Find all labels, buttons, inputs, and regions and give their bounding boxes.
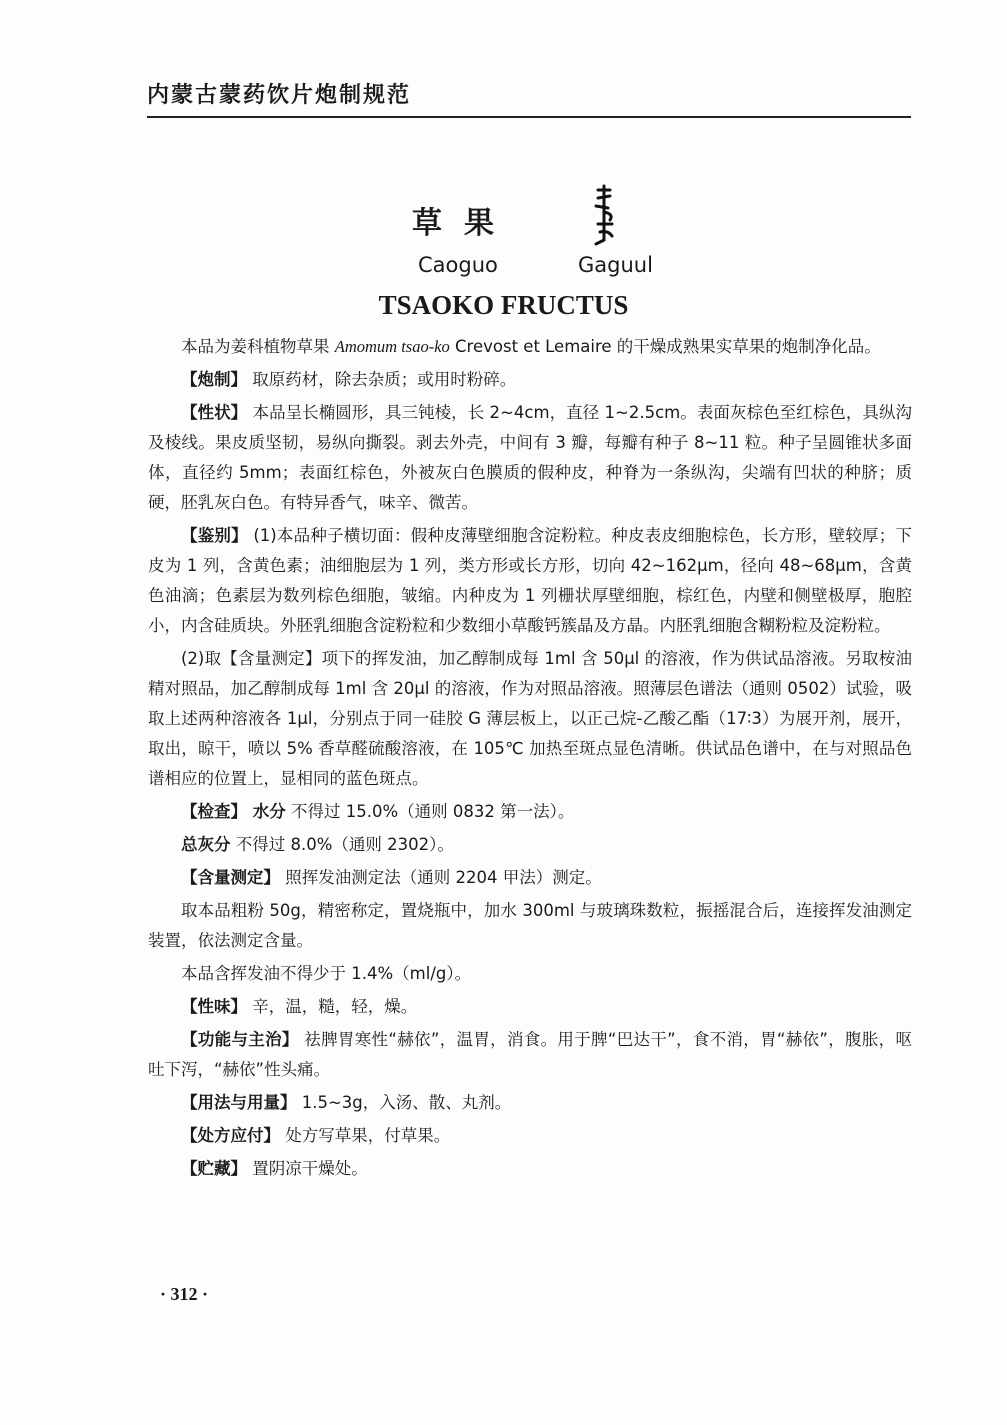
- identification-section: 【鉴别】 (1)本品种子横切面：假种皮薄壁细胞含淀粉粒。种皮表皮细胞棕色，长方形，壁较厚；下皮为 1 列，含黄色素；油细胞层为 1 列，类方形或长方形，切向 42~162μm，径向 48~68μm，含黄色油滴；色素层为数列棕色细胞，皱缩。内种皮为 1 列栅状厚壁细胞，棕红色，内壁和侧壁极厚，胞腔小，内含硅质块。外胚乳细胞含淀粉粒和少数细小草酸钙簇晶及方晶。内胚乳细胞含糊粉粒及淀粉粒。: [148, 526, 912, 635]
- section-tag: 【处方应付】: [181, 1126, 280, 1145]
- intro-paragraph: 本品为姜科植物草果 Amomum tsao-ko Crevost et Lemaire 的干燥成熟果实草果的炮制净化品。: [181, 337, 881, 356]
- identification-tlc-paragraph: (2)取【含量测定】项下的挥发油，加乙醇制成每 1ml 含 50μl 的溶液，作为供试品溶液。另取桉油精对照品，加乙醇制成每 1ml 含 20μl 的溶液，作为对照品溶液。照薄层色谱法（通则 0502）试验，吸取上述两种溶液各 1μl，分别点于同一硅胶 G 薄层板上，以正己烷-乙酸乙酯（17∶3）为展开剂，展开，取出，晾干，喷以 5% 香草醛硫酸溶液，在 105℃ 加热至斑点显色清晰。供试品色谱中，在与对照品色谱相应的位置上，显相同的蓝色斑点。: [148, 649, 912, 788]
- header-rule: [147, 116, 911, 118]
- prescription-section: 【处方应付】 处方写草果，付草果。: [181, 1126, 451, 1145]
- section-tag: 【含量测定】: [181, 868, 280, 887]
- page-number: · 312 ·: [160, 1284, 209, 1304]
- assay-method-paragraph: 取本品粗粉 50g，精密称定，置烧瓶中，加水 300ml 与玻璃珠数粒，振摇混合后，连接挥发油测定装置，依法测定含量。: [148, 901, 912, 950]
- title-row: [0, 196, 1007, 256]
- mongolian-script-title: [588, 182, 624, 246]
- processing-section: 【炮制】 取原药材，除去杂质；或用时粉碎。: [181, 370, 517, 389]
- section-tag: 【检查】: [181, 802, 247, 821]
- section-tag: 【用法与用量】: [181, 1093, 297, 1112]
- section-tag: 【炮制】: [181, 370, 247, 389]
- character-section: 【性状】 本品呈长椭圆形，具三钝棱，长 2~4cm，直径 1~2.5cm。表面灰棕色至红棕色，具纵沟及棱线。果皮质坚韧，易纵向撕裂。剥去外壳，中间有 3 瓣，每瓣有种子 8~11 粒。种子呈圆锥状多面体，直径约 5mm；表面红棕色，外被灰白色膜质的假种皮，种脊为一条纵沟，尖端有凹状的种脐；质硬，胚乳灰白色。有特异香气，味辛、微苦。: [148, 403, 912, 512]
- function-section: 【功能与主治】 祛脾胃寒性“赫依”，温胃，消食。用于脾“巴达干”，食不消，胃“赫依”，腹胀，呕吐下泻，“赫依”性头痛。: [148, 1030, 912, 1079]
- moisture-label: 水分: [247, 802, 286, 821]
- title-chinese: 草果: [412, 206, 516, 241]
- title-latin: TSAOKO FRUCTUS: [378, 290, 629, 320]
- ash-label: 总灰分: [181, 835, 231, 854]
- assay-section: 【含量测定】 照挥发油测定法（通则 2204 甲法）测定。: [181, 868, 602, 887]
- section-tag: 【贮藏】: [181, 1159, 247, 1178]
- storage-section: 【贮藏】 置阴凉干燥处。: [181, 1159, 368, 1178]
- inspection-section: 【检查】 水分 不得过 15.0%（通则 0832 第一法）。: [181, 802, 575, 821]
- taste-section: 【性味】 辛，温，糙，轻，燥。: [181, 997, 418, 1016]
- section-tag: 【性味】: [181, 997, 247, 1016]
- dosage-section: 【用法与用量】 1.5~3g，入汤、散、丸剂。: [181, 1093, 512, 1112]
- section-tag: 【性状】: [181, 403, 248, 422]
- ash-line: 总灰分 不得过 8.0%（通则 2302）。: [181, 835, 454, 854]
- monograph-body: [148, 332, 912, 1187]
- title-pinyin: Caoguo: [418, 253, 498, 277]
- running-header: 内蒙古蒙药饮片炮制规范: [147, 83, 412, 108]
- section-tag: 【功能与主治】: [181, 1030, 299, 1049]
- assay-limit-paragraph: 本品含挥发油不得少于 1.4%（ml/g）。: [181, 964, 472, 983]
- section-tag: 【鉴别】: [181, 526, 248, 545]
- title-mongolian-latin: Gaguul: [578, 253, 653, 277]
- latin-binomial: Amomum tsao-ko: [334, 337, 450, 356]
